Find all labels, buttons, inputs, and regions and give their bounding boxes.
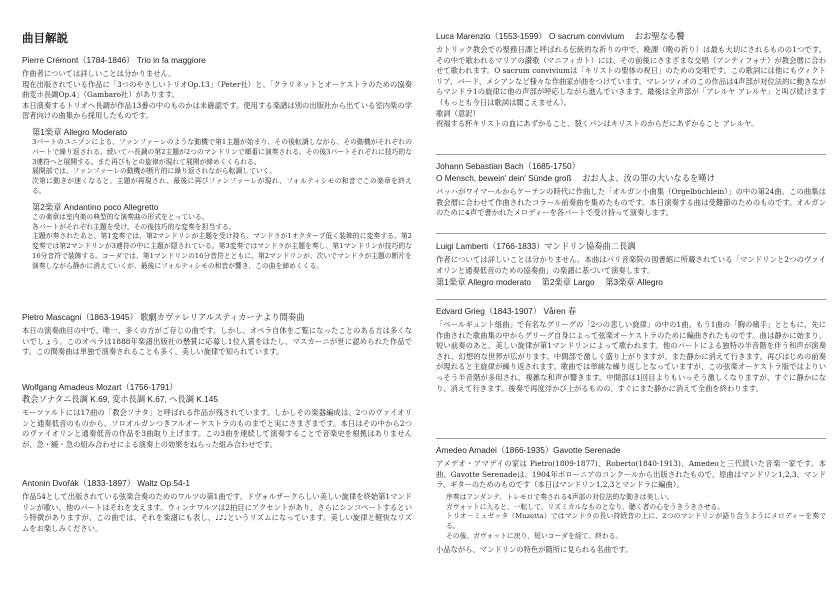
section-marenzio [436,30,826,130]
lyrics-label: 歌詞（意訳） [436,108,480,118]
section-cremont [22,54,412,272]
movement-list: 第1楽章 Allegro moderato 第2楽章 Largo 第3楽章 Allegro [436,277,663,288]
paragraph: 「ペールギュント組曲」で有名なグリーグの「2つの悲しい旋律」の中の1曲。もう1曲の「胸の痛手」とともに、先に作曲された歌曲集の中からグリーグ自身によって弦楽オーケストラのために編曲されたものです。曲は静かに始まり、短い前奏のあと、美しい旋律が第1マンドリンによって歌われます。他のパートによる独特の半音階を伴う和声が演奏され、幻想的な世界が広がります。中間部で激しく盛り上がりますが、また静かに消えて行きます。再びはじめの前奏が現れると主旋律が繰り返されます。歌曲では単純な繰り返しとなっていますが、この弦楽オーケストラ版ではよりいっそう半音階が多用され、複雑な和声が響きます。中間部は1回目よりもいっそう激しくなりますが、すぐに静かになり、消えて行きます。後奏で再度浮かび上がるものの、すぐにまた静かに消えて全曲を終わります。 [436,320,826,393]
divider [436,154,826,155]
section-mozart [22,381,412,450]
movement-heading: 第1楽章 Allegro Moderato [32,126,127,137]
paragraph: 3パートのユニゾンによる、ファンファーレのような動機で第1主題が始まり、その後転調しながら、その動機がそれぞれのパートで繰り返される。続いてハ長調の第2主題が2つのマンドリンで順番に演奏される。その後3パートそれぞれに技巧的な3連符へと展開する。また再びもとの旋律が現れて展開が締めくくられる。 [32,137,413,166]
piece-heading: Pietro Mascagni（1863-1945） 歌劇カヴァレリアルスティカーナより間奏曲 [22,312,305,322]
paragraph: 次第に動きが速くなると、主題が再現され、最後に再びファンファーレが現れ、フォルティシモの和音でこの楽章を終える。 [32,177,412,195]
paragraph: この楽章は室内楽の典型的な演奏曲の形式をとっている。 [32,212,209,221]
piece-heading: Amedeo Amadei（1866-1935）Gavotte Serenade [436,445,621,455]
paragraph: 作曲者については詳しいことは分かりません。 [22,69,176,78]
divider [436,233,826,234]
paragraph: 作品54として出版されている弦楽合奏のためのワルツの第1曲です。ドヴォルザークらしい美しい旋律を終始第1マンドリンが歌い、他のパートはそれを支えます。ウィンナワルツは2拍目にアクセントがあり、さらにシンコペートするという特徴がありますが、この曲では、それを楽譜にも表し、♩♪♩というリズムになっています。美しい旋律と軽快なリズムをお楽しみください。 [22,492,412,533]
paragraph: モーツァルトには17曲の「教会ソナタ」と呼ばれる作品が残されています。しかしその楽器編成は、2つのヴァイオリンと通奏低音のものから、ソロオルガンつきフルオーケストラのものまでと実にさまざまです。本日はその中から2つのヴァイオリンと通奏低音の作品を3曲取り上げます。この3曲を連続して演奏することで音楽史を根拠はありませんが、急・緩・急の組み合わせによる演奏上の効果をねらった組み合わせです。 [22,408,412,449]
paragraph: 主題が奏されたあと、第1変奏では、第2マンドリンが主題を受け持ち、マンドラが1オクターブ低く装飾的に変奏する。第2変奏では第2マンドリンが3連符の中に主題が隠されている。第3変奏ではマンドラが主題を奏し、第1マンドリンが技巧的な16分音符で装飾する。コーダでは、第1マンドリンの16分音符とともに、第2マンドリンが、次いでマンドラが主題の断片を演奏しながら静かに消えていくが、最後にフォルティシモの和音が響き、この曲を締めくくる。 [32,232,412,270]
paragraph: 小品ながら、マンドリンの特色が随所に見られる名曲です。 [436,544,633,554]
piece-heading: Edvard Grieg（1843-1907） Våren 春 [436,306,577,316]
section-dvorak [22,477,412,534]
paragraph: 展開部では、ファンファーレの動機が断片的に繰り返されながら転調していく。 [32,167,277,176]
piece-heading: Wolfgang Amadeus Mozart（1756-1791） [22,382,178,392]
section-bach [436,160,826,219]
paragraph: 各パートがそれぞれ主題を受け、その後技巧的な変奏を担当する。 [32,222,236,231]
list-item: トリオ－ミュゼッタ（Muzetta）ではマンドラの長い持続音の上に、2つのマンドリンが語り合うようにメロディーを奏でる。 [446,512,826,531]
paragraph: 本日の演奏曲目の中で、唯一、多くの方がご存じの曲です。しかし、オペラ自体をご覧になったことのある方は多くないでしょう。このオペラは1888年楽譜出版社の懸賞に応募し1位入賞をはたし、マスカーニが世に認められた作品です。この間奏曲は単独で演奏されることも多く、美しい旋律で知られています。 [22,326,412,357]
lyrics-text: 祝福する杯キリストの血にあずかること、裂くパンはキリストのからだにあずかること アレルヤ。 [436,119,759,129]
section-mascagni [22,311,412,358]
piece-subheading: 教会ソナタニ長調 K.69, 変ホ長調 K.67, ヘ長調 K.145 [22,394,218,404]
section-amadei [436,444,826,555]
divider [436,438,826,439]
section-lamberti [436,240,826,288]
piece-heading: Luca Marenzio（1553-1599） O sacrum convivium おお聖なる饗 [436,31,685,41]
paragraph: バッハがワイマールからケーテンの時代に作曲した「オルガン小曲集（Orgelbüchlein）」の中の第24曲。この曲集は教会暦に合わせて作曲されたコラール前奏曲を集めたものです。本日演奏する曲は受難節のためのものです。オルガンのために4声で書かれたメロディーを各パートで受け持って演奏します。 [436,187,826,218]
paragraph: カトリック教会での聖務日課と呼ばれる伝統的な祈りの中で、晩課（晩の祈り）は最も大切にされるものの1つです。その中で歌われるマリアの讃歌（マニフィカト）には、その前後にさまざまな交唱（アンティフォナ）が教会暦に合わせて歌われます。O sacrum conviviumは「キリストの聖体の祝日」のための交唱です。この歌詞には他にもヴィクトリア、バード、メシアンなど様々な作曲家が曲をつけています。マレンツィオのこの作品は4声部が対位法的に動きながらマンドラ1の旋律に他の声部が呼応しながら進んでいきます。最後は全声部が「アレルヤ アレルヤ」と叫び続けます（もっとも今日は歌詞は聞こえません）。 [436,45,826,107]
list-item: ガヴォットに入ると、一転して、リズミカルなものとなり、聴く者の心をうきうきさせる。 [446,502,725,511]
piece-heading: Pierre Crémont（1784-1846） Trio in fa maggiore [22,55,206,65]
section-grieg [436,305,826,394]
page-title: 曲目解説 [22,31,68,45]
paragraph: 現在出版されている作品に「3つのやさしいトリオOp.13」（Peter社）と、「クラリネットとオーケストラのための協奏曲変ホ長調Op.4」（Gambaro社）があります。 [22,79,412,100]
divider [436,299,826,300]
paragraph: アメデオ・アマデイの家は Pietro(1809-1877)、Roberto(1840-1913)、Amedeoと三代続いた音楽一家です。本曲、Gavotte Serenadeは、1904年ボローニアのコンクールから出版されたもので、原曲はマンドリン1,2,3、マンドラ、ギターのためのものです（本日はマンドリン1,2,3とマンドラに編曲）。 [436,459,826,490]
list-item: その後、ガヴォットに戻り、短いコーダを経て、終わる。 [446,531,623,540]
paragraph: 作者については詳しいことは分かりません。本曲はパリ音楽院の図書館に所蔵されている「マンドリンと2つのヴァイオリンと通奏低音のための協奏曲」の楽譜に基づいて演奏します。 [436,255,826,275]
piece-subheading: O Mensch, bewein' dein' Sünde groß おお人よ、汝の罪の大いなるを嘆け [436,173,715,183]
piece-heading: Johann Sebastian Bach（1685-1750） [436,161,580,171]
movement-heading: 第2楽章 Andantino poco Allegretto [32,201,159,212]
paragraph: 本日演奏するトリオヘ長調が作品13番の中のものかは未確認です。使用する楽譜は別の出版社から出ている室内楽の学習者向けの曲集から採用したものです。 [22,100,412,121]
list-item: 序奏はアンダンテ、トレモロで奏される4声部の対位法的な動きは美しい。 [446,492,674,501]
piece-heading: Antonin Dvořák（1833-1897） Waltz Op.54-1 [22,478,191,488]
piece-heading: Luigi Lamberti（1766-1833）マンドリン協奏曲二長調 [436,241,636,251]
